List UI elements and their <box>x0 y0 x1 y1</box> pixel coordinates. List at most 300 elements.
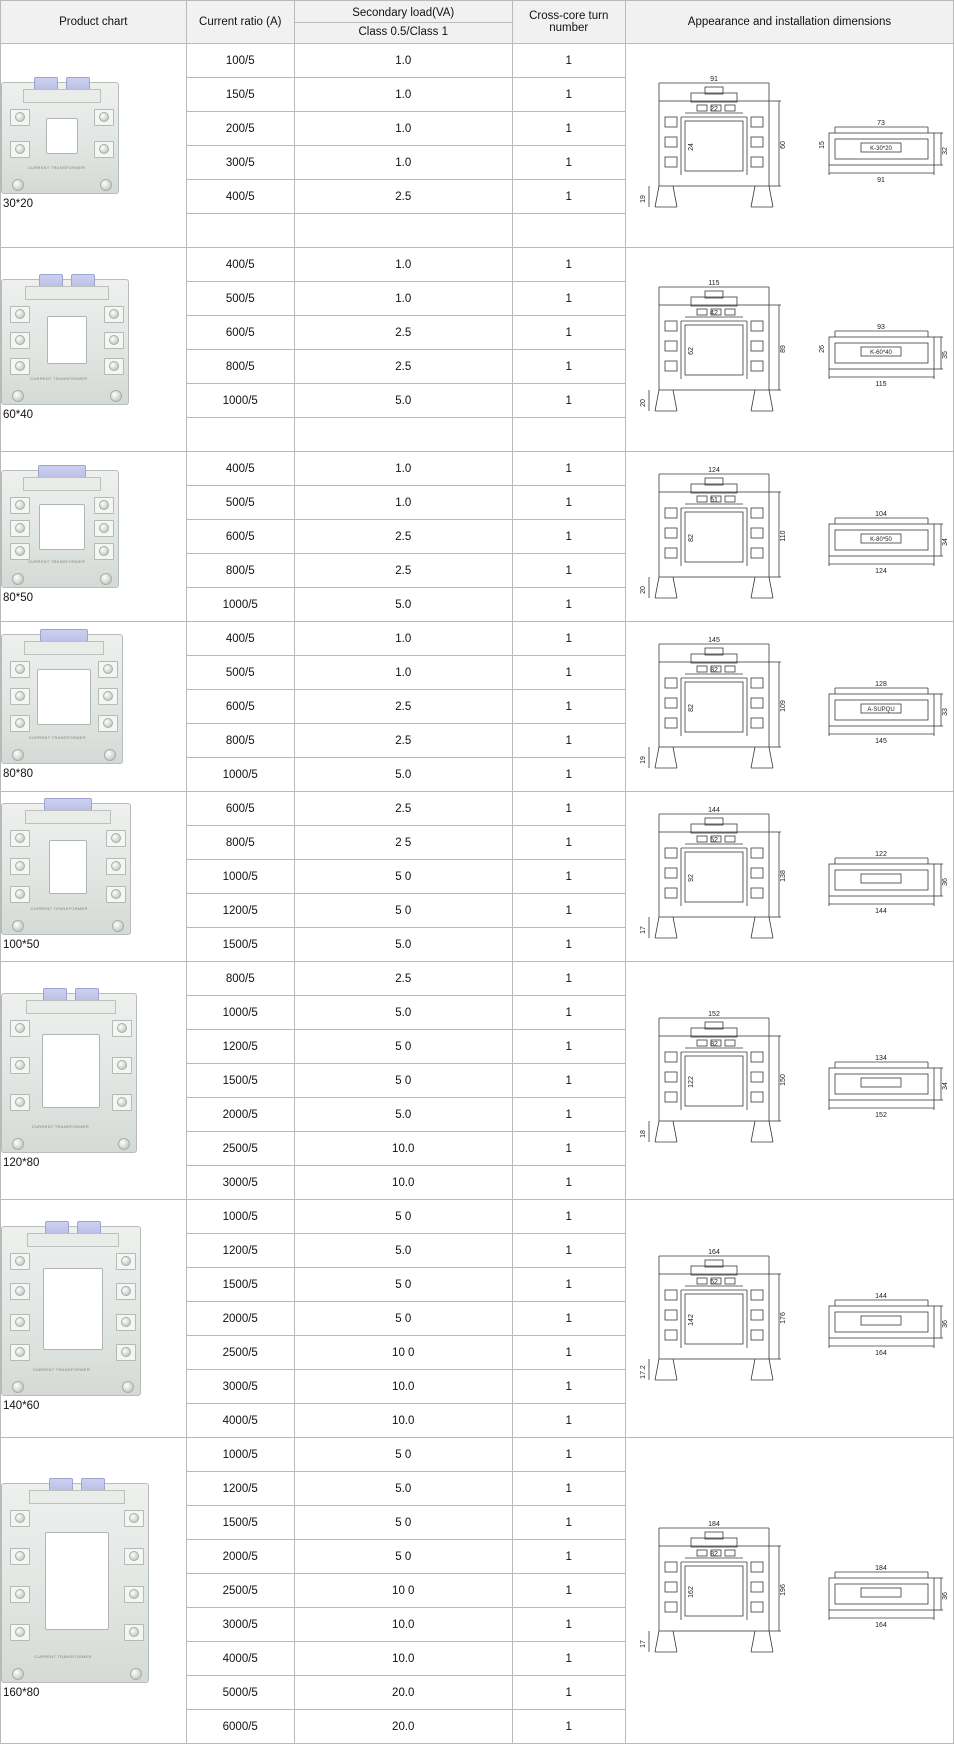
mounting-screw <box>100 179 112 191</box>
secondary-load-cell: 10 0 <box>294 1336 512 1370</box>
current-ratio-cell: 2000/5 <box>186 1302 294 1336</box>
secondary-load-cell: 5.0 <box>294 1234 512 1268</box>
cross-core-turn-cell: 1 <box>512 1200 625 1234</box>
svg-text:184: 184 <box>875 1564 888 1572</box>
product-image <box>1 993 137 1153</box>
svg-text:128: 128 <box>875 680 888 688</box>
product-cell <box>1 44 187 248</box>
terminal-screw <box>117 1060 127 1070</box>
header-product-chart: Product chart <box>1 1 187 44</box>
secondary-load-cell: 5 0 <box>294 1200 512 1234</box>
current-ratio-cell: 600/5 <box>186 520 294 554</box>
svg-text:164: 164 <box>708 1248 721 1256</box>
svg-text:36: 36 <box>942 1319 950 1328</box>
dimensions-cell <box>625 962 953 1200</box>
current-ratio-cell: 200/5 <box>186 112 294 146</box>
dimensions-cell <box>625 44 953 248</box>
secondary-load-cell: 1.0 <box>294 44 512 78</box>
product-marking: CURRENT TRANSFORMER <box>30 375 88 381</box>
product-model-label: 30*20 <box>3 197 34 210</box>
svg-text:73: 73 <box>877 119 886 127</box>
secondary-load-cell: 5 0 <box>294 1268 512 1302</box>
secondary-load-cell: 2.5 <box>294 724 512 758</box>
header-dimensions: Appearance and installation dimensions <box>625 1 953 44</box>
svg-text:122: 122 <box>688 1075 696 1088</box>
svg-text:82: 82 <box>688 533 696 542</box>
cross-core-turn-cell: 1 <box>512 928 625 962</box>
terminal-screw <box>99 144 109 154</box>
current-ratio-cell: 1500/5 <box>186 928 294 962</box>
cross-core-turn-cell: 1 <box>512 894 625 928</box>
terminal-screw <box>15 1286 25 1296</box>
product-model-label: 80*80 <box>3 767 34 780</box>
terminal-screw <box>15 1513 25 1523</box>
terminal-screw <box>121 1347 131 1357</box>
terminal-screw <box>111 833 121 843</box>
svg-text:35: 35 <box>942 350 950 359</box>
terminal-screw <box>15 361 25 371</box>
cross-core-turn-cell: 1 <box>512 146 625 180</box>
svg-text:124: 124 <box>708 466 721 474</box>
svg-text:110: 110 <box>780 529 788 542</box>
secondary-load-cell: 10 0 <box>294 1574 512 1608</box>
product-marking: CURRENT TRANSFORMER <box>30 905 88 911</box>
cross-core-turn-cell: 1 <box>512 1302 625 1336</box>
mounting-screw <box>104 749 116 761</box>
current-ratio-cell: 100/5 <box>186 44 294 78</box>
cross-core-turn-cell <box>512 214 625 248</box>
current-ratio-cell: 800/5 <box>186 554 294 588</box>
svg-text:150: 150 <box>780 1073 788 1086</box>
svg-text:62: 62 <box>710 1278 719 1286</box>
terminal-screw <box>121 1256 131 1266</box>
mounting-screw <box>12 1668 24 1680</box>
svg-text:196: 196 <box>780 1583 788 1596</box>
cross-core-turn-cell: 1 <box>512 452 625 486</box>
top-plate <box>24 641 104 655</box>
dimensions-cell <box>625 248 953 452</box>
current-ratio-cell: 1000/5 <box>186 1200 294 1234</box>
terminal-screw <box>117 1023 127 1033</box>
secondary-load-cell: 20.0 <box>294 1676 512 1710</box>
svg-text:162: 162 <box>688 1585 696 1598</box>
product-cell <box>1 792 187 962</box>
table-row <box>1 1438 954 1472</box>
aperture <box>49 840 87 894</box>
svg-text:36: 36 <box>942 877 950 886</box>
product-image <box>1 1483 149 1683</box>
terminal-screw <box>103 664 113 674</box>
cross-core-turn-cell: 1 <box>512 826 625 860</box>
current-ratio-cell: 1000/5 <box>186 860 294 894</box>
svg-text:92: 92 <box>688 873 696 882</box>
current-ratio-cell: 1000/5 <box>186 758 294 792</box>
cross-core-turn-cell: 1 <box>512 1064 625 1098</box>
current-ratio-cell: 2500/5 <box>186 1336 294 1370</box>
current-ratio-cell: 2000/5 <box>186 1540 294 1574</box>
cross-core-turn-cell: 1 <box>512 622 625 656</box>
product-marking: CURRENT TRANSFORMER <box>27 164 86 170</box>
svg-text:17.2: 17.2 <box>640 1364 648 1379</box>
svg-text:115: 115 <box>708 279 721 287</box>
secondary-load-cell: 5 0 <box>294 860 512 894</box>
terminal-screw <box>15 889 25 899</box>
cross-core-turn-cell: 1 <box>512 384 625 418</box>
dimension-drawing <box>629 1244 949 1394</box>
terminal-screw <box>121 1286 131 1296</box>
terminal-screw <box>109 335 119 345</box>
dimensions-cell <box>625 1438 953 1744</box>
terminal-screw <box>15 144 25 154</box>
secondary-load-cell: 5.0 <box>294 1472 512 1506</box>
cross-core-turn-cell: 1 <box>512 554 625 588</box>
current-ratio-cell: 3000/5 <box>186 1166 294 1200</box>
current-ratio-cell: 1200/5 <box>186 1472 294 1506</box>
secondary-load-cell: 5 0 <box>294 1438 512 1472</box>
secondary-load-cell: 2.5 <box>294 962 512 996</box>
product-image <box>1 1226 141 1396</box>
top-plate <box>25 810 110 824</box>
table-body <box>1 44 954 1744</box>
svg-text:62: 62 <box>688 346 696 355</box>
mounting-screw <box>130 1668 142 1680</box>
svg-text:82: 82 <box>688 703 696 712</box>
current-ratio-cell: 1500/5 <box>186 1506 294 1540</box>
table-row <box>1 44 954 78</box>
cross-core-turn-cell: 1 <box>512 860 625 894</box>
product-cell <box>1 1200 187 1438</box>
secondary-load-cell: 1.0 <box>294 248 512 282</box>
cross-core-turn-cell: 1 <box>512 1710 625 1744</box>
table-header-row <box>1 1 954 44</box>
cross-core-turn-cell: 1 <box>512 1438 625 1472</box>
current-ratio-cell: 600/5 <box>186 690 294 724</box>
svg-text:18: 18 <box>640 1129 648 1138</box>
cross-core-turn-cell: 1 <box>512 1030 625 1064</box>
cross-core-turn-cell: 1 <box>512 486 625 520</box>
cross-core-turn-cell: 1 <box>512 1268 625 1302</box>
svg-text:22: 22 <box>710 105 719 113</box>
top-plate <box>25 286 109 300</box>
current-ratio-cell: 500/5 <box>186 656 294 690</box>
svg-text:52: 52 <box>710 836 719 844</box>
svg-text:42: 42 <box>710 309 719 317</box>
svg-text:K-60*40: K-60*40 <box>870 349 893 356</box>
svg-text:91: 91 <box>877 176 886 184</box>
svg-text:164: 164 <box>875 1349 888 1357</box>
aperture <box>47 316 87 364</box>
cross-core-turn-cell: 1 <box>512 350 625 384</box>
current-ratio-cell: 3000/5 <box>186 1608 294 1642</box>
top-plate <box>23 89 101 103</box>
cross-core-turn-cell: 1 <box>512 1336 625 1370</box>
svg-text:20: 20 <box>640 398 648 407</box>
cross-core-turn-cell: 1 <box>512 1404 625 1438</box>
terminal-screw <box>15 1060 25 1070</box>
product-marking: CURRENT TRANSFORMER <box>32 1366 90 1372</box>
product-model-label: 120*80 <box>3 1156 40 1169</box>
current-ratio-cell: 1000/5 <box>186 996 294 1030</box>
top-plate <box>29 1490 126 1504</box>
cross-core-turn-cell: 1 <box>512 690 625 724</box>
cross-core-turn-cell: 1 <box>512 1608 625 1642</box>
terminal-screw <box>15 1589 25 1599</box>
svg-text:144: 144 <box>875 1292 888 1300</box>
secondary-load-cell: 1.0 <box>294 146 512 180</box>
terminal-screw <box>15 335 25 345</box>
mounting-screw <box>12 749 24 761</box>
secondary-load-cell: 5 0 <box>294 1302 512 1336</box>
dimensions-cell <box>625 452 953 622</box>
table-row <box>1 452 954 486</box>
cross-core-turn-cell <box>512 418 625 452</box>
cross-core-turn-cell: 1 <box>512 724 625 758</box>
header-secondary-load <box>294 1 512 44</box>
current-ratio-cell: 400/5 <box>186 452 294 486</box>
dimension-drawing <box>629 802 949 952</box>
cross-core-turn-cell: 1 <box>512 758 625 792</box>
svg-text:82: 82 <box>710 1040 719 1048</box>
header-secondary-load-title: Secondary load(VA) <box>295 3 512 23</box>
current-ratio-cell <box>186 214 294 248</box>
current-ratio-cell: 600/5 <box>186 792 294 826</box>
secondary-load-cell: 1.0 <box>294 622 512 656</box>
svg-text:36: 36 <box>942 1591 950 1600</box>
secondary-load-cell: 1.0 <box>294 112 512 146</box>
terminal-screw <box>15 1317 25 1327</box>
terminal-screw <box>15 664 25 674</box>
cross-core-turn-cell: 1 <box>512 1132 625 1166</box>
svg-text:17: 17 <box>640 1639 648 1648</box>
terminal-screw <box>99 112 109 122</box>
cross-core-turn-cell: 1 <box>512 1472 625 1506</box>
secondary-load-cell: 20.0 <box>294 1710 512 1744</box>
terminal-screw <box>99 523 109 533</box>
svg-text:122: 122 <box>875 850 888 858</box>
terminal-screw <box>15 500 25 510</box>
secondary-load-cell: 2.5 <box>294 316 512 350</box>
terminal-screw <box>99 500 109 510</box>
product-marking: CURRENT TRANSFORMER <box>28 734 86 740</box>
terminal-screw <box>109 309 119 319</box>
mounting-screw <box>12 573 24 585</box>
secondary-load-cell: 10.0 <box>294 1370 512 1404</box>
terminal-screw <box>129 1627 139 1637</box>
product-image <box>1 279 129 405</box>
svg-text:34: 34 <box>942 537 950 546</box>
secondary-load-cell: 10.0 <box>294 1166 512 1200</box>
svg-text:176: 176 <box>780 1311 788 1324</box>
dimension-drawing <box>629 1006 949 1156</box>
current-ratio-cell: 300/5 <box>186 146 294 180</box>
secondary-load-cell: 2 5 <box>294 826 512 860</box>
current-ratio-cell: 1000/5 <box>186 1438 294 1472</box>
secondary-load-cell: 10.0 <box>294 1642 512 1676</box>
aperture <box>46 118 78 154</box>
secondary-load-cell: 5.0 <box>294 758 512 792</box>
current-ratio-cell: 500/5 <box>186 282 294 316</box>
aperture <box>43 1268 103 1350</box>
svg-text:89: 89 <box>780 344 788 353</box>
mounting-screw <box>12 1138 24 1150</box>
product-cell <box>1 452 187 622</box>
current-ratio-cell: 1500/5 <box>186 1268 294 1302</box>
terminal-screw <box>15 1256 25 1266</box>
dimension-drawing <box>629 275 949 425</box>
current-ratio-cell: 800/5 <box>186 724 294 758</box>
mounting-screw <box>110 390 122 402</box>
secondary-load-cell: 1.0 <box>294 656 512 690</box>
svg-text:82: 82 <box>710 666 719 674</box>
aperture <box>42 1034 100 1108</box>
secondary-load-cell: 10.0 <box>294 1608 512 1642</box>
cross-core-turn-cell: 1 <box>512 656 625 690</box>
secondary-load-cell: 2.5 <box>294 554 512 588</box>
secondary-load-cell: 10.0 <box>294 1132 512 1166</box>
svg-text:91: 91 <box>710 75 719 83</box>
svg-text:124: 124 <box>875 567 888 575</box>
secondary-load-cell <box>294 418 512 452</box>
terminal-screw <box>15 1551 25 1561</box>
terminal-screw <box>129 1551 139 1561</box>
svg-text:24: 24 <box>688 142 696 151</box>
svg-text:K-30*20: K-30*20 <box>870 145 893 152</box>
secondary-load-cell: 2.5 <box>294 350 512 384</box>
top-plate <box>26 1000 115 1014</box>
dimensions-cell <box>625 1200 953 1438</box>
svg-text:32: 32 <box>942 146 950 155</box>
svg-text:144: 144 <box>708 806 721 814</box>
current-ratio-cell: 1200/5 <box>186 1030 294 1064</box>
current-ratio-cell: 800/5 <box>186 350 294 384</box>
header-current-ratio: Current ratio (A) <box>186 1 294 44</box>
cross-core-turn-cell: 1 <box>512 316 625 350</box>
cross-core-turn-cell: 1 <box>512 588 625 622</box>
terminal-screw <box>15 1023 25 1033</box>
secondary-load-cell: 1.0 <box>294 282 512 316</box>
product-model-label: 100*50 <box>3 938 40 951</box>
svg-text:33: 33 <box>942 707 950 716</box>
terminal-screw <box>111 889 121 899</box>
dimensions-cell <box>625 622 953 792</box>
secondary-load-cell: 5.0 <box>294 1098 512 1132</box>
svg-text:19: 19 <box>640 194 648 203</box>
aperture <box>37 669 91 725</box>
mounting-screw <box>12 920 24 932</box>
terminal-screw <box>15 523 25 533</box>
terminal-screw <box>15 1627 25 1637</box>
secondary-load-cell: 5.0 <box>294 996 512 1030</box>
product-image <box>1 470 119 588</box>
current-ratio-cell: 2000/5 <box>186 1098 294 1132</box>
current-ratio-cell <box>186 418 294 452</box>
product-cell <box>1 248 187 452</box>
svg-text:104: 104 <box>875 510 888 518</box>
top-plate <box>27 1233 119 1247</box>
current-ratio-cell: 2500/5 <box>186 1574 294 1608</box>
dimension-drawing <box>629 462 949 612</box>
aperture <box>45 1532 109 1630</box>
current-ratio-cell: 400/5 <box>186 248 294 282</box>
product-image <box>1 803 131 935</box>
secondary-load-cell: 10.0 <box>294 1404 512 1438</box>
current-ratio-cell: 600/5 <box>186 316 294 350</box>
mounting-screw <box>100 573 112 585</box>
cross-core-turn-cell: 1 <box>512 78 625 112</box>
svg-text:17: 17 <box>640 925 648 934</box>
terminal-screw <box>111 861 121 871</box>
current-ratio-cell: 1200/5 <box>186 894 294 928</box>
cross-core-turn-cell: 1 <box>512 1676 625 1710</box>
current-ratio-cell: 800/5 <box>186 826 294 860</box>
cross-core-turn-cell: 1 <box>512 1574 625 1608</box>
secondary-load-cell: 1.0 <box>294 452 512 486</box>
product-model-label: 80*50 <box>3 591 34 604</box>
svg-text:184: 184 <box>708 1520 721 1528</box>
cross-core-turn-cell: 1 <box>512 112 625 146</box>
secondary-load-cell <box>294 214 512 248</box>
terminal-screw <box>15 691 25 701</box>
svg-text:115: 115 <box>875 380 888 388</box>
mounting-screw <box>12 179 24 191</box>
svg-text:138: 138 <box>780 869 788 882</box>
terminal-screw <box>103 691 113 701</box>
dimension-drawing <box>629 1516 949 1666</box>
cross-core-turn-cell: 1 <box>512 520 625 554</box>
current-ratio-cell: 4000/5 <box>186 1642 294 1676</box>
svg-text:152: 152 <box>875 1111 888 1119</box>
mounting-screw <box>12 1381 24 1393</box>
secondary-load-cell: 2.5 <box>294 520 512 554</box>
mounting-screw <box>112 920 124 932</box>
product-cell <box>1 962 187 1200</box>
table-row <box>1 622 954 656</box>
current-ratio-cell: 1000/5 <box>186 384 294 418</box>
current-ratio-cell: 500/5 <box>186 486 294 520</box>
cross-core-turn-cell: 1 <box>512 1166 625 1200</box>
secondary-load-cell: 5 0 <box>294 1540 512 1574</box>
cross-core-turn-cell: 1 <box>512 1370 625 1404</box>
secondary-load-cell: 5.0 <box>294 588 512 622</box>
svg-text:60: 60 <box>780 140 788 149</box>
terminal-screw <box>109 361 119 371</box>
terminal-screw <box>129 1589 139 1599</box>
product-cell <box>1 622 187 792</box>
svg-text:164: 164 <box>875 1621 888 1629</box>
current-ratio-cell: 1200/5 <box>186 1234 294 1268</box>
current-ratio-cell: 2500/5 <box>186 1132 294 1166</box>
terminal-screw <box>15 833 25 843</box>
secondary-load-cell: 5 0 <box>294 894 512 928</box>
secondary-load-cell: 5 0 <box>294 1506 512 1540</box>
top-plate <box>23 477 101 491</box>
product-marking: CURRENT TRANSFORMER <box>27 558 86 564</box>
table-row <box>1 962 954 996</box>
aperture <box>39 504 85 550</box>
current-ratio-cell: 5000/5 <box>186 1676 294 1710</box>
secondary-load-cell: 1.0 <box>294 486 512 520</box>
svg-text:82: 82 <box>710 1550 719 1558</box>
current-ratio-cell: 400/5 <box>186 622 294 656</box>
mounting-screw <box>122 1381 134 1393</box>
current-ratio-cell: 3000/5 <box>186 1370 294 1404</box>
svg-text:144: 144 <box>875 907 888 915</box>
svg-text:93: 93 <box>877 323 886 331</box>
product-image <box>1 82 119 194</box>
current-ratio-cell: 150/5 <box>186 78 294 112</box>
svg-text:152: 152 <box>708 1010 721 1018</box>
terminal-screw <box>129 1513 139 1523</box>
